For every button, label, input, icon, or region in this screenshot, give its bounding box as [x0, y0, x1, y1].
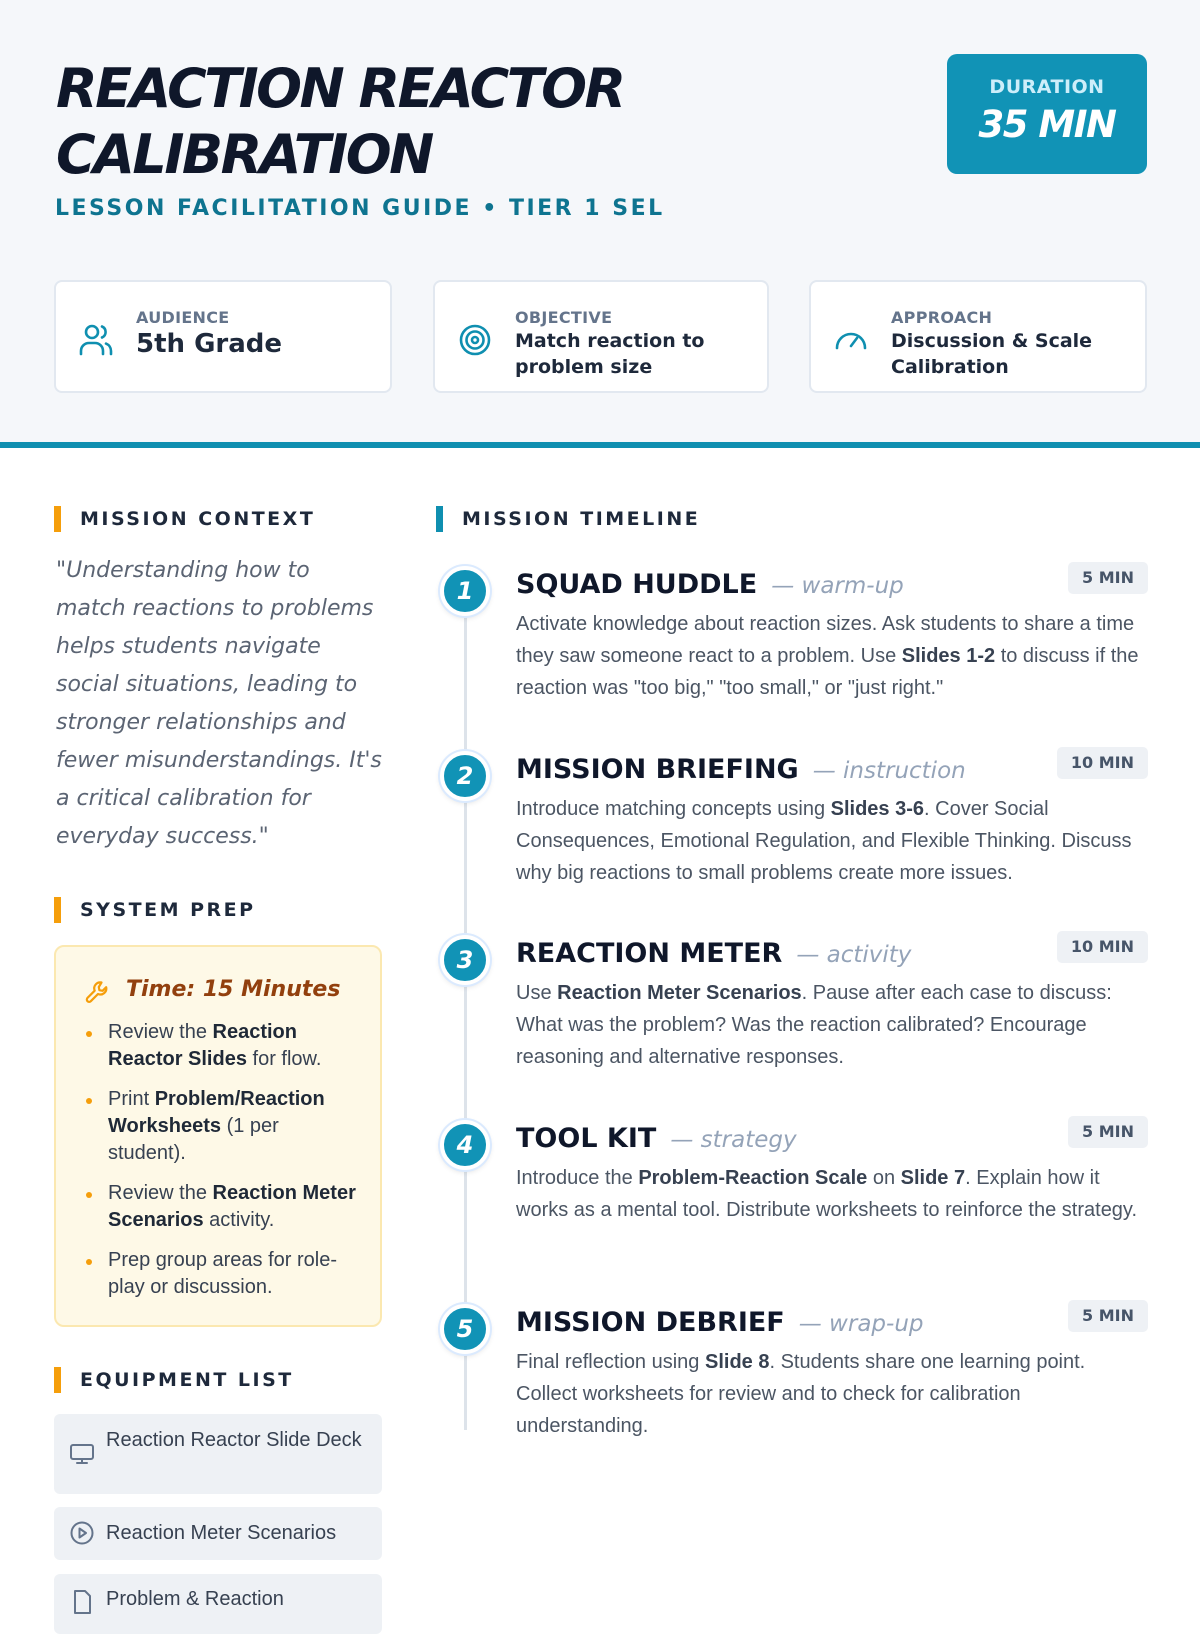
- prep-item: Review the Reaction Meter Scenarios activity.: [82, 1180, 362, 1234]
- step-number: 5: [440, 1304, 490, 1354]
- approach-card: [809, 280, 1147, 393]
- gauge-icon: [831, 320, 871, 360]
- audience-label: AUDIENCE: [136, 308, 230, 327]
- objective-value: Match reaction to problem size: [515, 330, 705, 378]
- context-quote: "Understanding how to match reactions to problems helps students navigate social situations, leading to stronger relationships and fewer misunderstandings. It's a critical calibration for everyday success.": [56, 558, 382, 849]
- step-type: — warm-up: [771, 573, 904, 599]
- objective-label: OBJECTIVE: [515, 308, 613, 327]
- audience-card: [54, 280, 392, 393]
- target-icon: [455, 320, 495, 360]
- header: [0, 0, 1200, 448]
- step-number: 1: [440, 566, 490, 616]
- step-number: 4: [440, 1120, 490, 1170]
- step-description: Introduce the Problem-Reaction Scale on Slide 7. Explain how it works as a mental tool. Distribute worksheets to reinforce the strategy.: [516, 1167, 1138, 1221]
- mission-context-heading: MISSION CONTEXT: [54, 506, 315, 532]
- step-time-badge: 10 MIN: [1057, 931, 1148, 963]
- duration-value: 35 MIN: [978, 103, 1116, 146]
- page-subtitle: LESSON FACILITATION GUIDE • TIER 1 SEL: [55, 196, 665, 221]
- step-time-badge: 10 MIN: [1057, 747, 1148, 779]
- system-prep-box: [54, 945, 382, 1327]
- mission-timeline-heading: MISSION TIMELINE: [436, 506, 700, 532]
- users-icon: [76, 320, 116, 360]
- equipment-item: [54, 1507, 382, 1560]
- step-description: Introduce matching concepts using Slides 3-6. Cover Social Consequences, Emotional Regulation, and Flexible Thinking. Discuss why big reactions to small problems create more issues.: [516, 798, 1132, 884]
- play-circle-icon: [68, 1519, 96, 1547]
- equipment-item: [54, 1574, 382, 1634]
- step-type: — activity: [796, 942, 912, 968]
- prep-list: [82, 1019, 362, 1314]
- step-description: Activate knowledge about reaction sizes. Ask students to share a time they saw someone react to a problem. Use Slides 1-2 to discuss if the reaction was "too big," "too small," or "just right.": [516, 613, 1139, 699]
- step-title: MISSION BRIEFING — instruction: [516, 754, 966, 785]
- step-type: — instruction: [812, 758, 966, 784]
- objective-card: [433, 280, 769, 393]
- step-number: 3: [440, 935, 490, 985]
- step-title: SQUAD HUDDLE — warm-up: [516, 569, 904, 600]
- step-title: REACTION METER — activity: [516, 938, 912, 969]
- audience-value: 5th Grade: [136, 329, 283, 359]
- step-description: Use Reaction Meter Scenarios. Pause after each case to discuss: What was the problem? Was the reaction calibrated? Encourage reasoning and alternative responses.: [516, 982, 1112, 1068]
- step-number: 2: [440, 751, 490, 801]
- prep-item: Review the Reaction Reactor Slides for flow.: [82, 1019, 362, 1073]
- step-time-badge: 5 MIN: [1068, 1116, 1148, 1148]
- monitor-icon: [68, 1440, 96, 1468]
- equipment-label: Reaction Reactor Slide Deck: [106, 1429, 362, 1451]
- document-icon: [68, 1588, 96, 1616]
- step-title: TOOL KIT — strategy: [516, 1123, 797, 1154]
- step-time-badge: 5 MIN: [1068, 1300, 1148, 1332]
- step-description: Final reflection using Slide 8. Students share one learning point. Collect worksheets for review and to check for calibration understanding.: [516, 1351, 1086, 1437]
- prep-time: Time: 15 Minutes: [126, 977, 341, 1002]
- step-title: MISSION DEBRIEF — wrap-up: [516, 1307, 924, 1338]
- step-type: — strategy: [670, 1127, 797, 1153]
- step-type: — wrap-up: [798, 1311, 924, 1337]
- wrench-icon: [84, 979, 112, 1007]
- step-time-badge: 5 MIN: [1068, 562, 1148, 594]
- prep-item: Print Problem/Reaction Worksheets (1 per student).: [82, 1086, 362, 1167]
- duration-label: DURATION: [989, 76, 1105, 98]
- duration-box: [947, 54, 1147, 174]
- prep-item: Prep group areas for role-play or discussion.: [82, 1247, 362, 1301]
- equipment-label: Problem & Reaction: [106, 1588, 284, 1610]
- equipment-label: Reaction Meter Scenarios: [106, 1522, 337, 1544]
- approach-value: Discussion & Scale Calibration: [891, 330, 1093, 378]
- equipment-heading: EQUIPMENT LIST: [54, 1367, 294, 1393]
- equipment-item: [54, 1414, 382, 1494]
- approach-label: APPROACH: [891, 308, 993, 327]
- page-title: REACTION REACTOR CALIBRATION: [56, 57, 624, 186]
- system-prep-heading: SYSTEM PREP: [54, 897, 256, 923]
